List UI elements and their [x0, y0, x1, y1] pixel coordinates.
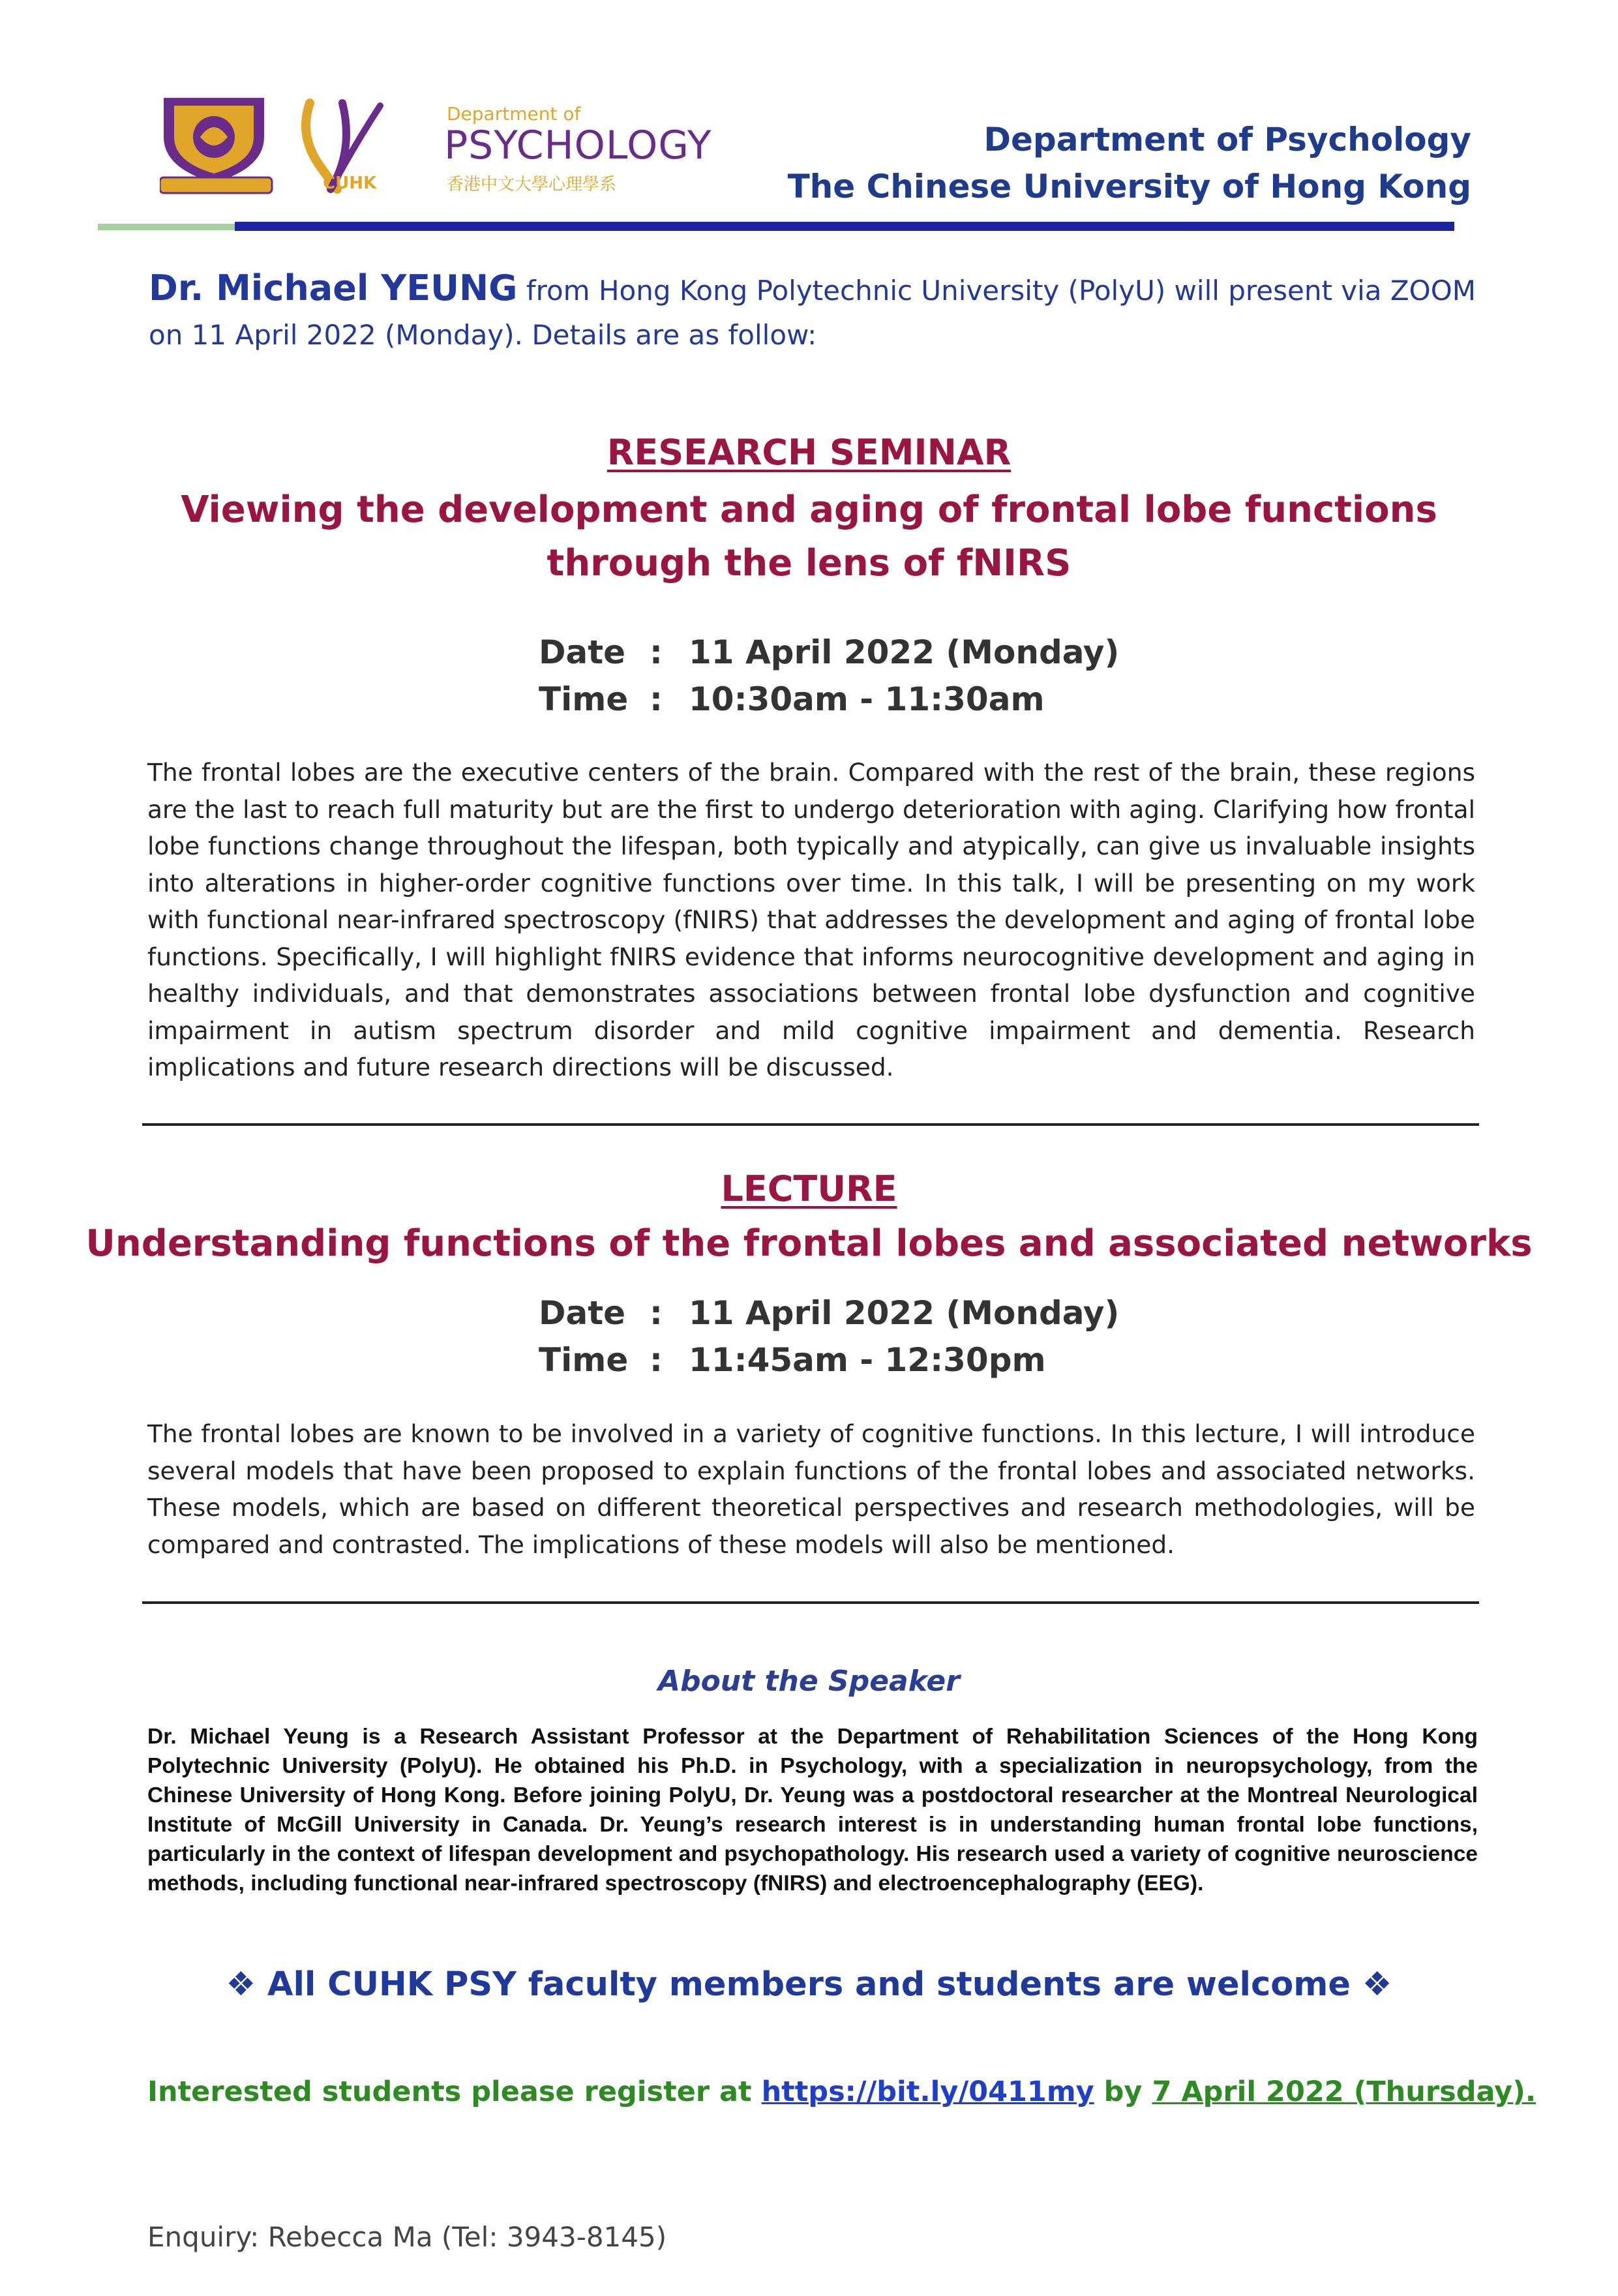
enquiry-contact: Enquiry: Rebecca Ma (Tel: 3943-8145)	[147, 2221, 667, 2253]
lecture-heading: LECTURE	[721, 1168, 897, 1209]
logo-chinese-name: 香港中文大學心理學系	[447, 175, 617, 194]
about-speaker-heading: About the Speaker	[658, 1665, 960, 1698]
seminar-date: 11 April 2022 (Monday)	[689, 633, 1120, 671]
header-department: Department of Psychology	[983, 121, 1471, 159]
header-rule-green	[98, 224, 235, 230]
seminar-title	[0, 483, 1618, 590]
lecture-title: Understanding functions of the frontal lobes and associated networks	[85, 1222, 1533, 1265]
lecture-time-label: Time	[539, 1341, 629, 1379]
registration-link[interactable]: https://bit.ly/0411my	[761, 2076, 1094, 2108]
intro-paragraph	[149, 266, 1479, 357]
logo-cuhk-text: CUHK	[323, 174, 377, 193]
register-prefix: Interested students please register at	[147, 2076, 762, 2108]
seminar-date-colon: :	[650, 633, 663, 671]
header-university: The Chinese University of Hong Kong	[787, 168, 1471, 205]
seminar-time-colon: :	[650, 680, 663, 718]
lecture-time: 11:45am - 12:30pm	[689, 1341, 1046, 1379]
lecture-abstract: The frontal lobes are known to be involved in a variety of cognitive functions. In this lecture, I will introduce several models that have been proposed to explain functions of the frontal lobes and associated networks. These models, which are based on different theoretical perspectives and research methodologies, will be compared and contrasted. The implications of these models will also be mentioned.	[147, 1419, 1475, 1559]
registration-line	[147, 2076, 1536, 2108]
seminar-date-label: Date	[539, 633, 626, 671]
seminar-time: 10:30am - 11:30am	[689, 680, 1045, 718]
seminar-heading: RESEARCH SEMINAR	[607, 432, 1011, 473]
about-speaker-text: Dr. Michael Yeung is a Research Assistant Professor at the Department of Rehabilitation Sciences of the Hong Kong Polytechnic University (PolyU). He obtained his Ph.D. in Psychology, with a specialization in neuropsychology, from the Chinese University of Hong Kong. Before joining PolyU, Dr. Yeung was a postdoctoral researcher at the Montreal Neurological Institute of McGill University in Canada. Dr. Yeung’s research interest is in understanding human frontal lobe functions, particularly in the context of lifespan development and psychopathology. His research used a variety of cognitive neuroscience methods, including functional near-infrared spectroscopy (fNIRS) and electroencephalography (EEG).	[147, 1725, 1478, 1896]
intro-text: from Hong Kong Polytechnic University (PolyU) will present via ZOOM on 11 April 2022 (Monday). Details are as follow:	[149, 275, 1476, 351]
lecture-date: 11 April 2022 (Monday)	[689, 1294, 1120, 1332]
speaker-name: Dr. Michael YEUNG	[149, 267, 518, 309]
logo-dept-name: PSYCHOLOGY	[444, 123, 712, 168]
register-by: by	[1094, 2076, 1152, 2108]
seminar-abstract: The frontal lobes are the executive centers of the brain. Compared with the rest of the brain, these regions are the last to reach full maturity but are the first to undergo deterioration with aging. Clarifying how frontal lobe functions change throughout the lifespan, both typically and atypically, can give us invaluable insights into alterations in higher-order cognitive functions over time. In this talk, I will be presenting on my work with functional near-infrared spectroscopy (fNIRS) that addresses the development and aging of frontal lobe functions. Specifically, I will highlight fNIRS evidence that informs neurocognitive development and aging in healthy individuals, and that demonstrates associations between frontal lobe dysfunction and cognitive impairment in autism spectrum disorder and mild cognitive impairment and dementia. Research implications and future research directions will be discussed.	[147, 758, 1475, 1081]
header-title	[788, 116, 1471, 210]
lecture-date-label: Date	[539, 1294, 626, 1332]
seminar-title-line1: Viewing the development and aging of frontal lobe functions	[181, 489, 1437, 531]
header-rule-blue	[235, 222, 1454, 231]
section-divider	[142, 1123, 1479, 1126]
lecture-date-colon: :	[650, 1294, 663, 1332]
lecture-datetime	[539, 1290, 1119, 1383]
seminar-time-label: Time	[539, 680, 629, 718]
welcome-notice: ❖ All CUHK PSY faculty members and students are welcome ❖	[226, 1965, 1392, 2004]
logo-dept-prefix: Department of	[447, 103, 581, 125]
seminar-title-line2: through the lens of fNIRS	[547, 542, 1071, 584]
lecture-time-colon: :	[650, 1341, 663, 1379]
registration-deadline: 7 April 2022 (Thursday).	[1152, 2076, 1536, 2108]
department-logo	[160, 91, 712, 202]
seminar-datetime	[539, 629, 1119, 723]
section-divider	[142, 1601, 1479, 1604]
